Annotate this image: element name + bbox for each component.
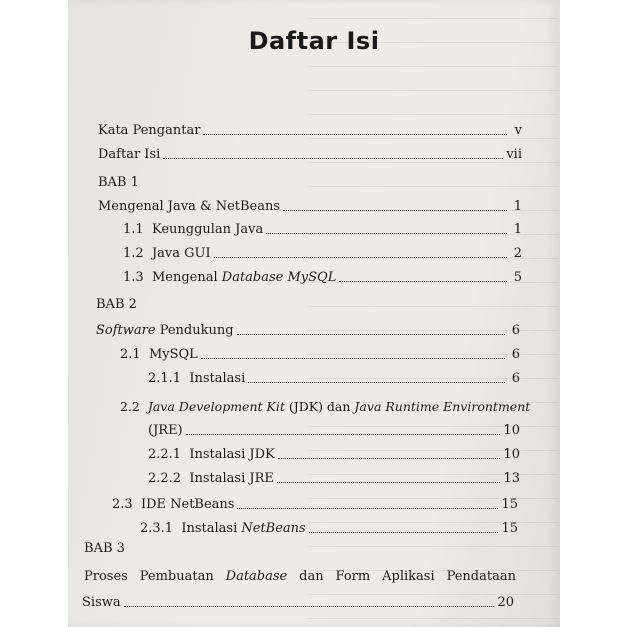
toc-label: (JDK) dan — [284, 399, 355, 414]
toc-page-number: 20 — [497, 595, 514, 610]
toc-word: Proses — [84, 569, 128, 584]
chapter-heading: BAB 2 — [96, 297, 137, 312]
book-page — [68, 0, 560, 627]
toc-label-italic: Software — [96, 323, 156, 338]
chapter-heading: BAB 3 — [84, 541, 125, 556]
toc-label: Mengenal — [151, 270, 222, 285]
toc-word-italic: Database — [225, 569, 288, 584]
toc-page-number: 6 — [511, 347, 520, 362]
dot-leader — [237, 333, 505, 335]
dot-leader — [309, 531, 499, 533]
toc-entry-2-3[interactable] — [112, 496, 518, 513]
toc-label: Instalasi — [181, 521, 242, 536]
toc-word: Aplikasi — [382, 569, 435, 584]
section-number: 1.3 — [123, 270, 144, 285]
page-title: Daftar Isi — [248, 27, 380, 55]
toc-entry-2-2-line1[interactable] — [120, 398, 530, 415]
dot-leader — [186, 433, 501, 435]
toc-label: Java GUI — [151, 246, 211, 261]
toc-page-number: vii — [506, 147, 522, 162]
section-number: 1.2 — [123, 246, 144, 261]
toc-page-number: 2 — [513, 246, 522, 261]
toc-page-number: 10 — [503, 423, 520, 438]
dot-leader — [203, 133, 507, 135]
toc-entry-2-1-1[interactable] — [148, 370, 520, 387]
toc-entry-daftar-isi[interactable] — [98, 146, 522, 163]
toc-entry-bab3-line1[interactable] — [84, 568, 516, 585]
dot-leader — [278, 457, 501, 459]
toc-word: dan — [299, 569, 324, 584]
toc-label: Siswa — [82, 595, 121, 610]
section-number: 2.2.2 — [148, 471, 182, 486]
toc-word: Pembuatan — [139, 569, 214, 584]
section-number: 2.2 — [120, 399, 140, 414]
toc-label: (JRE) — [148, 423, 183, 438]
toc-entry-2-1[interactable] — [120, 346, 520, 363]
toc-page-number: v — [514, 123, 522, 138]
section-number: 2.1 — [120, 347, 141, 362]
toc-label: Instalasi — [189, 371, 246, 386]
toc-label: Daftar Isi — [98, 147, 161, 162]
toc-entry-1-2[interactable] — [123, 245, 522, 262]
toc-page-number: 15 — [501, 521, 518, 536]
toc-entry-bab3[interactable] — [82, 594, 514, 611]
toc-entry-bab2[interactable] — [96, 322, 520, 339]
toc-label: Mengenal Java & NetBeans — [98, 199, 281, 214]
toc-entry-bab1[interactable] — [98, 198, 522, 215]
toc-page-number: 1 — [513, 199, 522, 214]
toc-word: Pendataan — [446, 569, 516, 584]
toc-entry-2-3-1[interactable] — [140, 520, 518, 537]
toc-page-number: 6 — [511, 371, 520, 386]
toc-page-number: 1 — [513, 222, 522, 237]
toc-entry-2-2-1[interactable] — [148, 446, 520, 463]
toc-page-number: 10 — [503, 447, 520, 462]
dot-leader — [124, 605, 495, 607]
dot-leader — [339, 280, 507, 282]
toc-entry-2-2[interactable] — [148, 422, 520, 439]
section-number: 2.3 — [112, 497, 133, 512]
section-number: 1.1 — [123, 222, 144, 237]
toc-label: Keunggulan Java — [151, 222, 264, 237]
toc-page-number: 13 — [503, 471, 520, 486]
dot-leader — [201, 357, 505, 359]
toc-word: Form — [335, 569, 371, 584]
dot-leader — [248, 381, 505, 383]
dot-leader — [266, 232, 507, 234]
toc-entry-1-3[interactable] — [123, 269, 522, 286]
section-number: 2.2.1 — [148, 447, 182, 462]
toc-page-number: 5 — [513, 270, 522, 285]
toc-label-italic: Database MySQL — [221, 270, 337, 285]
dot-leader — [277, 481, 501, 483]
toc-label: Kata Pengantar — [98, 123, 201, 138]
toc-label: IDE NetBeans — [140, 497, 235, 512]
toc-label: Instalasi JDK — [189, 447, 275, 462]
toc-label-italic: Java Runtime Environtment — [354, 399, 531, 414]
toc-label: Pendukung — [155, 323, 234, 338]
toc-label: Instalasi JRE — [189, 471, 274, 486]
toc-page-number: 6 — [511, 323, 520, 338]
dot-leader — [237, 507, 498, 509]
toc-entry-kata-pengantar[interactable] — [98, 122, 522, 139]
toc-entry-1-1[interactable] — [123, 221, 522, 238]
toc-label-italic: Java Development Kit — [147, 399, 285, 414]
toc-label: MySQL — [148, 347, 198, 362]
section-number: 2.3.1 — [140, 521, 174, 536]
toc-label-italic: NetBeans — [241, 521, 306, 536]
toc-entry-2-2-2[interactable] — [148, 470, 520, 487]
dot-leader — [163, 157, 503, 159]
dot-leader — [283, 209, 507, 211]
chapter-heading: BAB 1 — [98, 175, 139, 190]
section-number: 2.1.1 — [148, 371, 182, 386]
toc-page-number: 15 — [501, 497, 518, 512]
dot-leader — [214, 256, 507, 258]
